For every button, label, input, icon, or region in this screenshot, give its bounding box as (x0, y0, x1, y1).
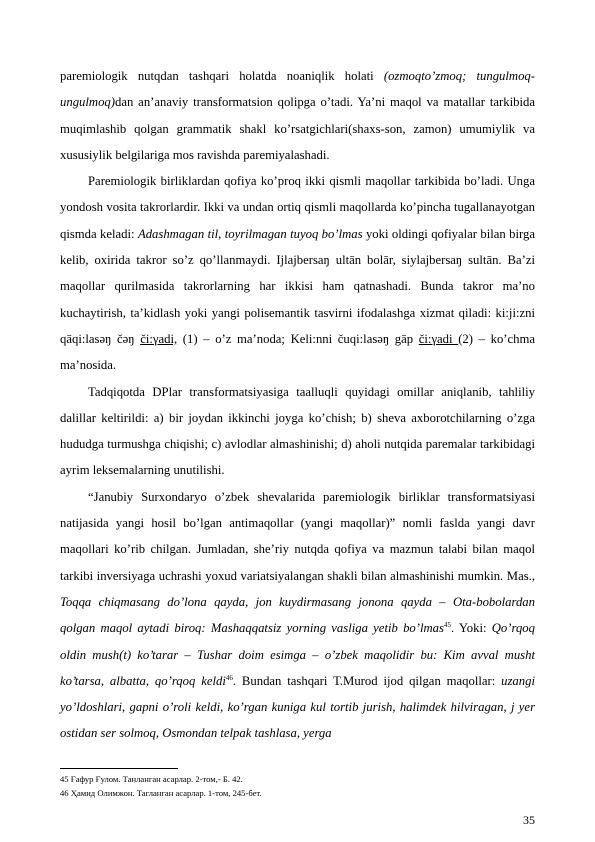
italic-example: Adashmagan til, toyrilmagan tuyoq bo’lmas (137, 226, 363, 241)
paragraph-4 (60, 484, 535, 747)
footnote-ref: 46 (225, 673, 233, 682)
italic-example: Qo’rqoq oldin mush(t) ko’tarar – Tushar doim esimga – o’zbek maqolidir bu: Kim avval musht ko’tarsa, albatta, qo’rqoq keldi (60, 621, 535, 688)
text: “Janubiy Surxondaryo o’zbek shevalarida paremiologik birliklar transformatsiyasi natijasida yangi hosil bo’lgan antimaqollar (yangi maqollar)” nomli faslda yangi davr maqollari ko’rib chilgan. Jumladan, she’riy nutqda qofiya va mazmun talabi bilan maqol tarkibi inversiyaga uchrashi yoxud variatsiyalangan shakli bilan almashinishi mumkin. Mas., (60, 489, 535, 583)
footnote-45: 45 Ғафур Ғулом. Танланган асарлар. 2-том,- Б. 42. (60, 774, 243, 784)
text: Tadqiqotda DPlar transformatsiyasiga taalluqli quyidagi omillar aniqlanib, tahliliy dalillar keltirildi: a) bir joydan ikkinchi joyga ko’chish; b) sheva axborotchilarning o’zga hududga turmushga chiqishi; c) avlodlar almashinishi; d) aholi nutqida paremalar tarkibidagi ayrim leksemalarning unutilishi. (60, 384, 535, 478)
text: (2) – ko’chma ma’nosida. (60, 331, 535, 373)
text: yoki oldingi qofiyalar bilan birga kelib, oxirida takror so’z qo’llanmaydi. Ijlajbersaŋ ultān bolār, siylajbersaŋ sultān. Ba’zi maqollar qurilmasida takrorlarning har ikkisi ham qatnashadi. Bunda takror ma’no kuchaytirish, ta’kidlash yoki yangi polisemantik tasvirni ifodalashga xizmat qiladi: ki:ji:zni qāqi:lasǝŋ čǝŋ (60, 226, 535, 346)
footnote-46: 46 Ҳамид Олимжон. Тагланган асарлар. 1-том, 245-бет. (60, 788, 262, 798)
paragraph-2 (60, 168, 535, 378)
italic-example: (ozmoqto’zmoq; tungulmoq-ungulmoq) (60, 69, 535, 110)
underlined-word: či:γadi (418, 331, 459, 346)
italic-example: gapni o’roli keldi, ko’rgan kuniga kul tortib jurish, halimdek hilviragan, j yer ostidan ser solmoq, Osmondan telpak tashlasa, yerga (60, 700, 536, 741)
text: . Yoki: (450, 621, 492, 636)
footnotes (60, 772, 535, 800)
page-body (60, 63, 535, 747)
text: . Bundan tashqari T.Murod ijod qilgan maqollar: (232, 673, 502, 688)
footnote-ref: 45 (443, 621, 451, 629)
text: , (122, 700, 130, 715)
text: paremiologik nutqdan tashqari holatda noaniqlik holati (60, 69, 384, 83)
paragraph-3 (60, 379, 535, 484)
text: dan an’anaviy transformatsion qolipga o’tadi. Ya’ni maqol va matallar tarkibida muqimlashib qolgan grammatik shakl ko’rsatgichlari(shaxs-son, zamon) umumiylik va xususiylik belgilariga mos ravishda paremiyalashadi. (60, 95, 535, 162)
text: (1) – o’z ma’noda; Keli:nni čuqi:lasǝŋ gāp (177, 331, 419, 346)
text: Paremiologik birliklardan qofiya ko’proq ikki qismli maqollar tarkibida bo’ladi. Unga yondosh vosita takrorlardir. Ikki va undan ortiq qismli maqollarda ko’pincha tugallanayotgan qismda keladi: (60, 174, 535, 241)
paragraph-1 (60, 63, 535, 168)
footnote-separator (60, 768, 178, 769)
italic-example: uzangi yo’ldoshlari (60, 673, 535, 715)
underlined-word: či:γadi, (140, 331, 178, 346)
page-number: 35 (523, 813, 535, 827)
italic-example: Toqqa chiqmasang do’lona qayda, jon kuydirmasang jonona qayda – Ota-bobolardan qolgan maqol aytadi biroq: Mashaqqatsiz yorning vasliga yetib bo’lmas (60, 594, 535, 636)
